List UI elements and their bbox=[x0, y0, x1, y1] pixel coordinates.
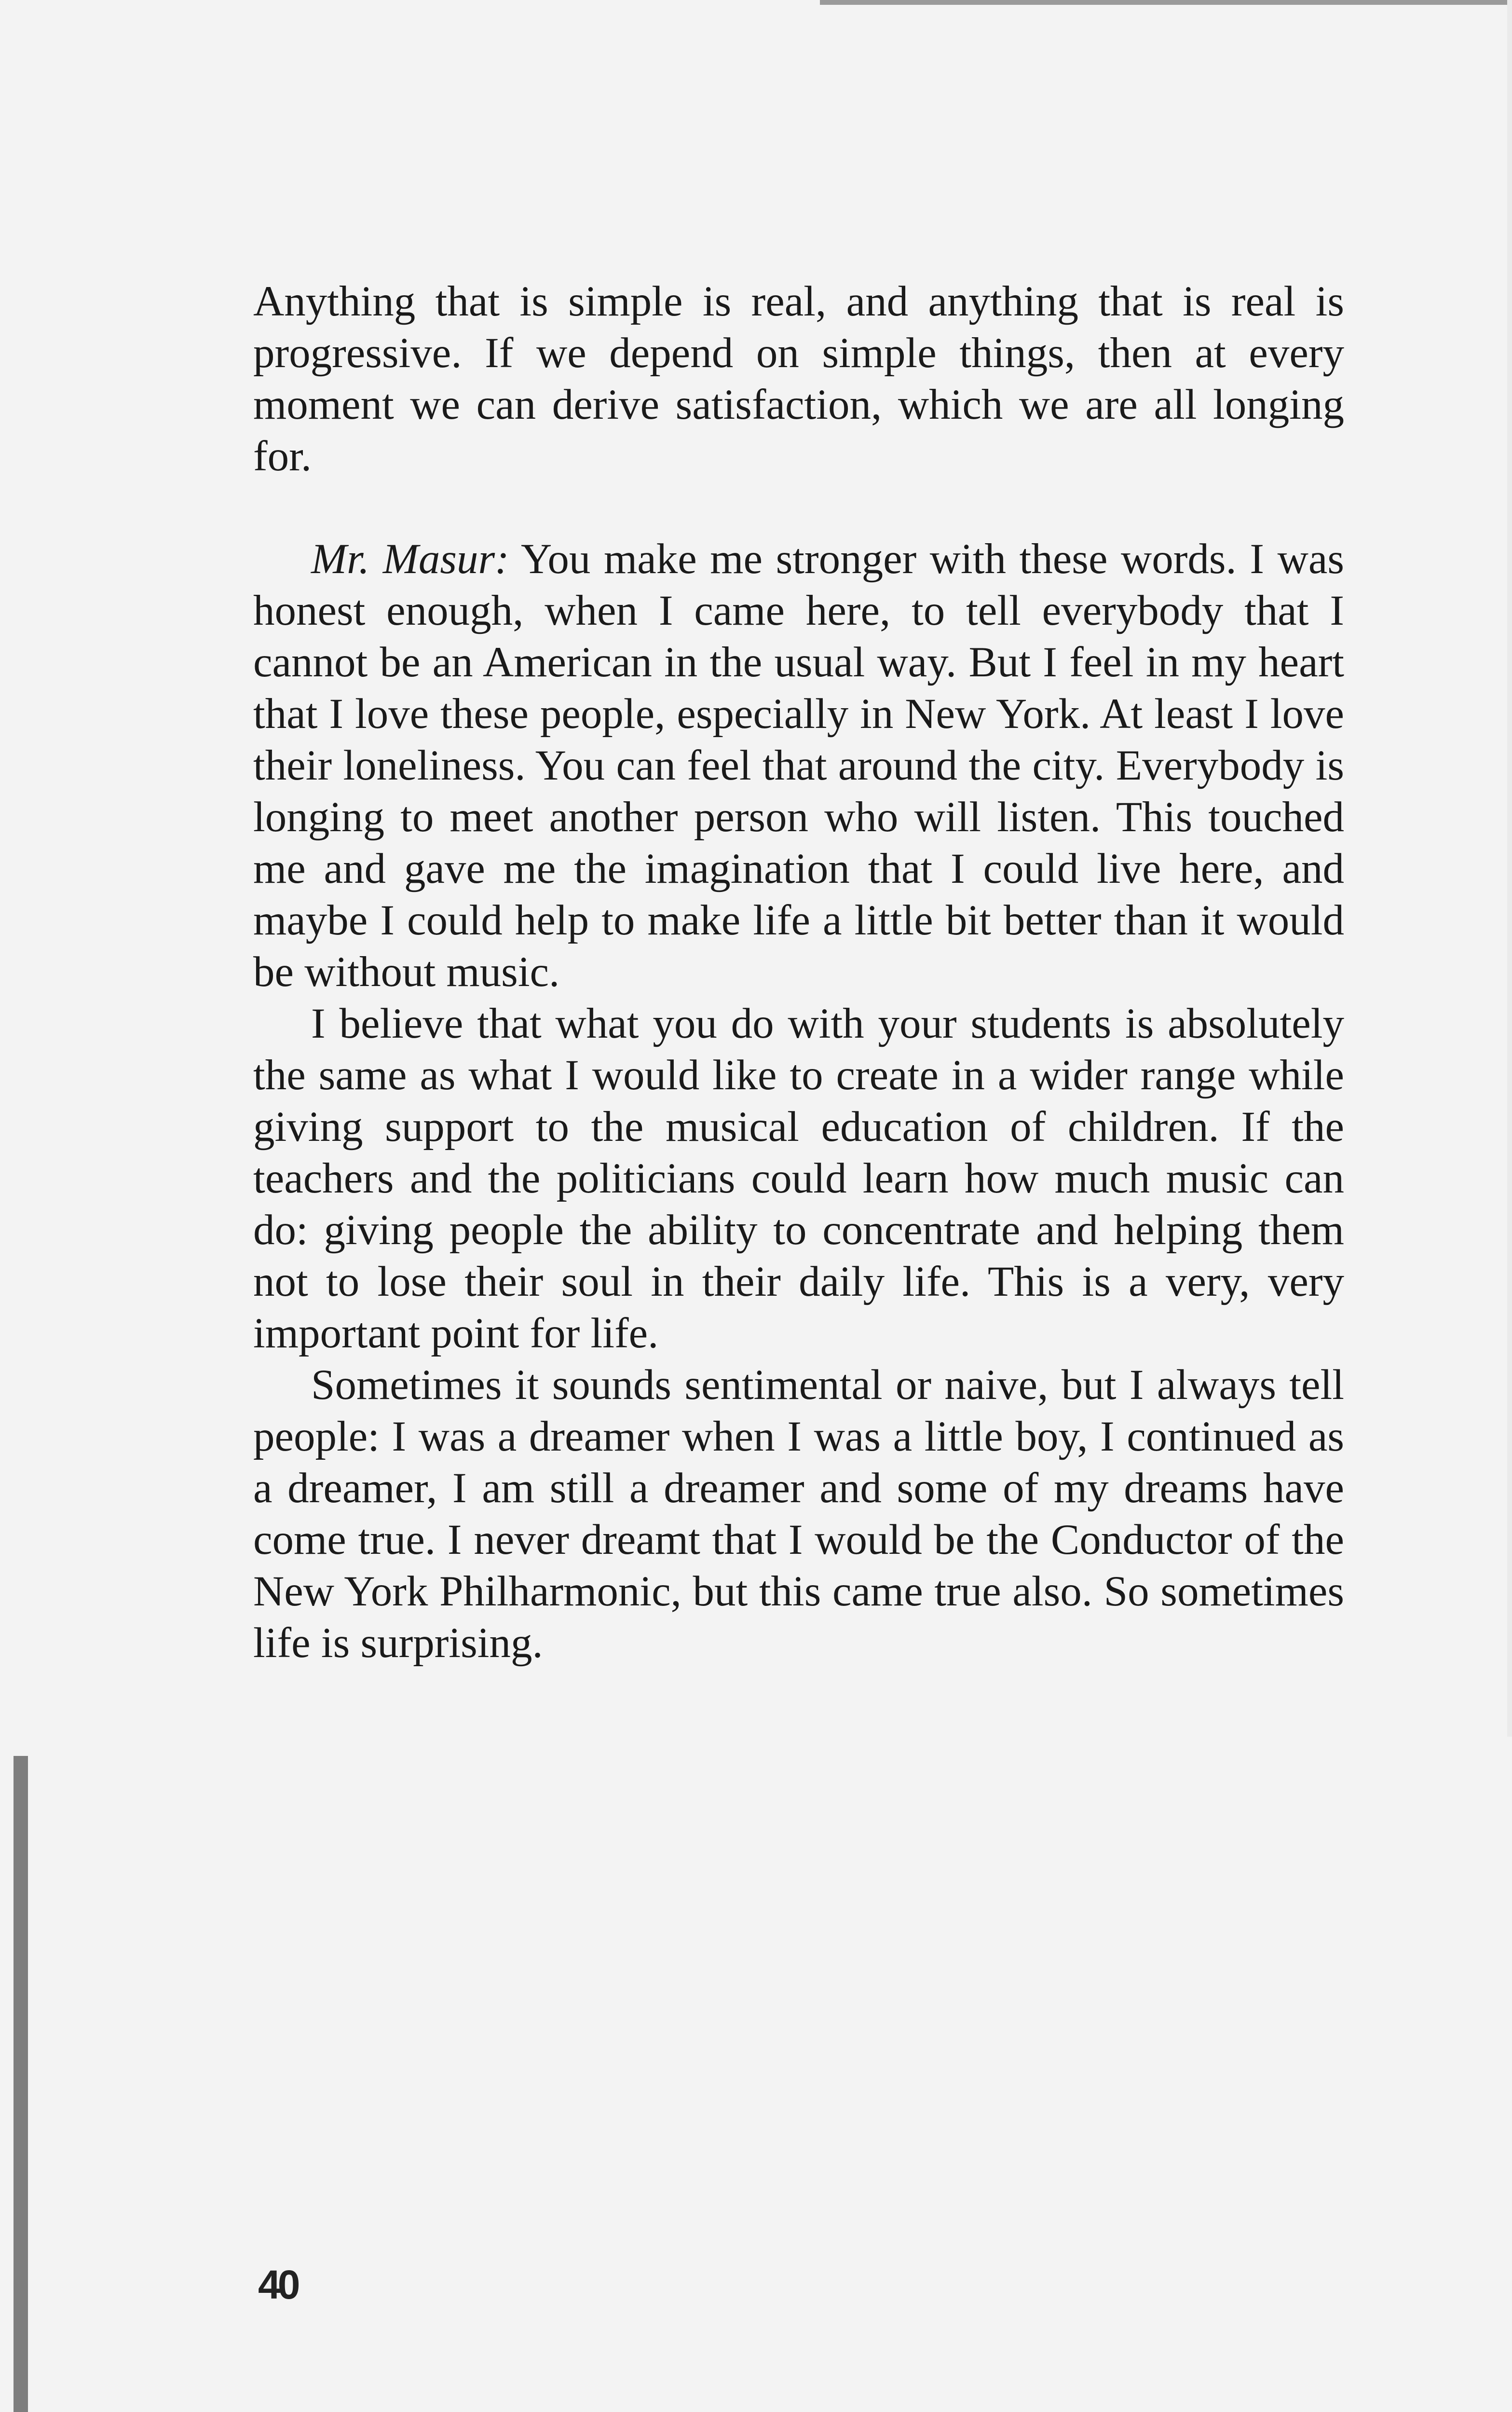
scan-top-edge bbox=[820, 0, 1512, 5]
scan-left-edge bbox=[14, 1756, 28, 2412]
paragraph-4: Sometimes it sounds sentimental or naive, but I always tell people: I was a dreamer when I was a little boy, I continued as a dreamer, I am still a dreamer and some of my dreams have come true. I never dreamt that I would be the Conductor of the New York Philharmonic, but this came true also. So sometimes life is surprising. bbox=[253, 1361, 1344, 1667]
scan-right-edge bbox=[1507, 0, 1512, 1737]
body-text bbox=[253, 276, 1344, 1669]
speaker-label: Mr. Masur: bbox=[311, 535, 509, 583]
paragraph-3: I believe that what you do with your students is absolutely the same as what I would like to create in a wider range while giving support to the musical education of children. If the teachers and the politicians could learn how much music can do: giving people the ability to concentrate and helping them not to lose their soul in their daily life. This is a very, very important point for life. bbox=[253, 1000, 1344, 1357]
paragraph-2 bbox=[253, 534, 1344, 998]
page-number: 40 bbox=[258, 2262, 298, 2307]
paragraph-1: Anything that is simple is real, and anything that is real is progressive. If we depend on simple things, then at every moment we can derive satisfaction, which we are all longing for. bbox=[253, 278, 1344, 480]
paragraph-2-text: You make me stronger with these words. I was honest enough, when I came here, to tell everybody that I cannot be an American in the usual way. But I feel in my heart that I love these people, especially in New York. At least I love their loneliness. You can feel that around the city. Everybody is longing to meet another person who will listen. This touched me and gave me the imagination that I could live here, and maybe I could help to make life a little bit better than it would be without music. bbox=[253, 535, 1344, 996]
